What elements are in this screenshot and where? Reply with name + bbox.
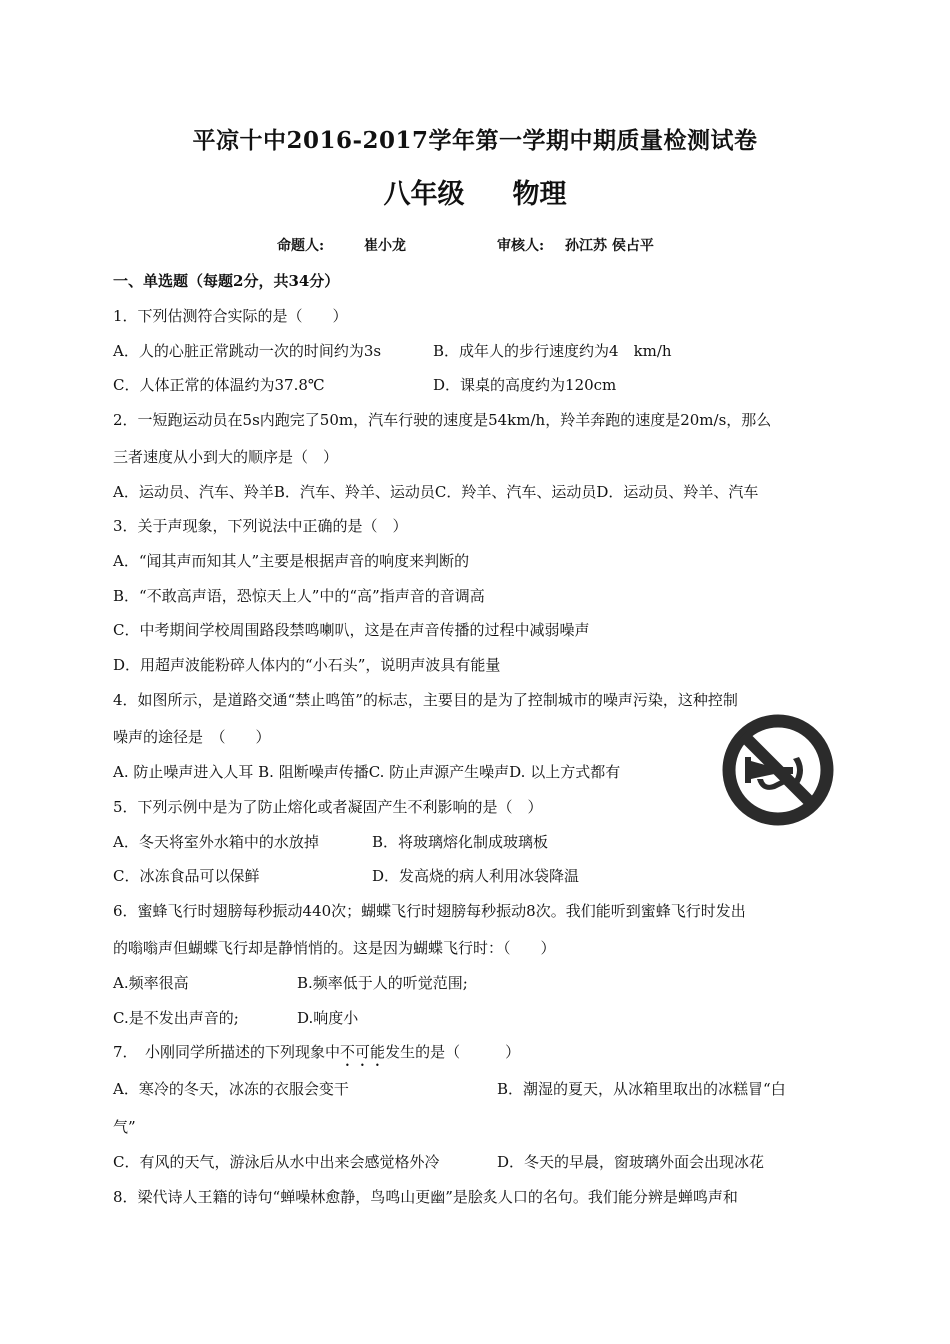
- exam-subtitle: [0, 172, 950, 211]
- question-6-option-b: B.频率低于人的听觉范围;: [297, 974, 468, 992]
- question-6-stem-line1: 6．蜜蜂飞行时翅膀每秒振动440次；蝴蝶飞行时翅膀每秒振动8次。我们能听到蜜蜂飞行时发出: [113, 902, 746, 920]
- question-7-stem: [113, 1042, 520, 1070]
- question-3-option-a: A．“闻其声而知其人”主要是根据声音的响度来判断的: [113, 552, 470, 570]
- question-5-option-b: B．将玻璃熔化制成玻璃板: [372, 833, 549, 851]
- question-2-stem-line2: 三者速度从小到大的顺序是（ ）: [113, 448, 339, 466]
- question-2-options: A．运动员、汽车、羚羊B．汽车、羚羊、运动员C．羚羊、汽车、运动员D．运动员、羚羊、汽车: [113, 483, 759, 501]
- section-heading: 一、单选题（每题2分，共34分）: [113, 272, 340, 290]
- author-label: 命题人:: [277, 238, 325, 254]
- question-6-option-a: A.频率很高: [113, 974, 189, 992]
- question-7-option-c: C．有风的天气，游泳后从水中出来会感觉格外冷: [113, 1153, 440, 1171]
- question-3-stem: 3．关于声现象，下列说法中正确的是（ ）: [113, 517, 408, 535]
- question-6-stem-line2: 的嗡嗡声但蝴蝶飞行却是静悄悄的。这是因为蝴蝶飞行时：（ ）: [113, 939, 556, 957]
- subject-label: 物理: [512, 179, 567, 210]
- question-7-option-b-line2: 气”: [113, 1118, 136, 1136]
- question-7-stem-emphasis: 不可能: [340, 1043, 386, 1061]
- reviewer-label: 审核人:: [497, 238, 545, 254]
- question-1-option-d: D．课桌的高度约为120cm: [433, 376, 617, 394]
- question-7-stem-pre: 7． 小刚同学所描述的下列现象中: [113, 1043, 341, 1061]
- author-name: 崔小龙: [364, 238, 406, 254]
- question-3-option-d: D．用超声波能粉碎人体内的“小石头”，说明声波具有能量: [113, 656, 501, 674]
- question-8-stem-line1: 8．梁代诗人王籍的诗句“蝉噪林愈静，鸟鸣山更幽”是脍炙人口的名句。我们能分辨是蝉鸣声和: [113, 1188, 738, 1206]
- question-5-option-a: A．冬天将室外水箱中的水放掉: [113, 833, 319, 851]
- question-5-stem: 5．下列示例中是为了防止熔化或者凝固产生不利影响的是（ ）: [113, 798, 543, 816]
- question-7-option-d: D．冬天的早晨，窗玻璃外面会出现冰花: [497, 1153, 765, 1171]
- reviewer-names: 孙江苏 侯占平: [565, 238, 654, 254]
- question-3-option-b: B．“不敢高声语，恐惊天上人”中的“高”指声音的音调高: [113, 587, 485, 605]
- question-7-option-a: A．寒冷的冬天，冰冻的衣服会变干: [113, 1080, 349, 1098]
- question-2-stem-line1: 2．一短跑运动员在5s内跑完了50m，汽车行驶的速度是54km/h，羚羊奔跑的速度是20m/s，那么: [113, 411, 772, 429]
- question-4-stem-line2: 噪声的途径是 （ ）: [113, 728, 271, 746]
- question-6-option-d: D.响度小: [297, 1009, 359, 1027]
- question-4-stem-line1: 4．如图所示，是道路交通“禁止鸣笛”的标志，主要目的是为了控制城市的噪声污染，这种控制: [113, 691, 738, 709]
- question-1-option-a: A．人的心脏正常跳动一次的时间约为3s: [113, 342, 382, 360]
- no-honking-sign-icon: [721, 713, 835, 827]
- question-7-option-b-line1: B．潮湿的夏天，从冰箱里取出的冰糕冒“白: [497, 1080, 786, 1098]
- question-1-option-b: B．成年人的步行速度约为4 km/h: [433, 342, 672, 360]
- question-1-stem: 1．下列估测符合实际的是（ ）: [113, 307, 348, 325]
- question-5-option-d: D．发高烧的病人利用冰袋降温: [372, 867, 580, 885]
- question-1-option-c: C．人体正常的体温约为37.8℃: [113, 376, 325, 394]
- grade-label: 八年级: [383, 179, 465, 210]
- question-6-option-c: C.是不发出声音的;: [113, 1009, 239, 1027]
- question-5-option-c: C．冰冻食品可以保鲜: [113, 867, 260, 885]
- question-7-stem-post: 发生的是（ ）: [385, 1043, 521, 1061]
- exam-title: 平凉十中2016-2017学年第一学期中期质量检测试卷: [192, 127, 758, 154]
- question-4-options: A. 防止噪声进入人耳 B. 阻断噪声传播C. 防止声源产生噪声D. 以上方式都有: [113, 763, 621, 781]
- question-3-option-c: C．中考期间学校周围路段禁鸣喇叭，这是在声音传播的过程中减弱噪声: [113, 621, 590, 639]
